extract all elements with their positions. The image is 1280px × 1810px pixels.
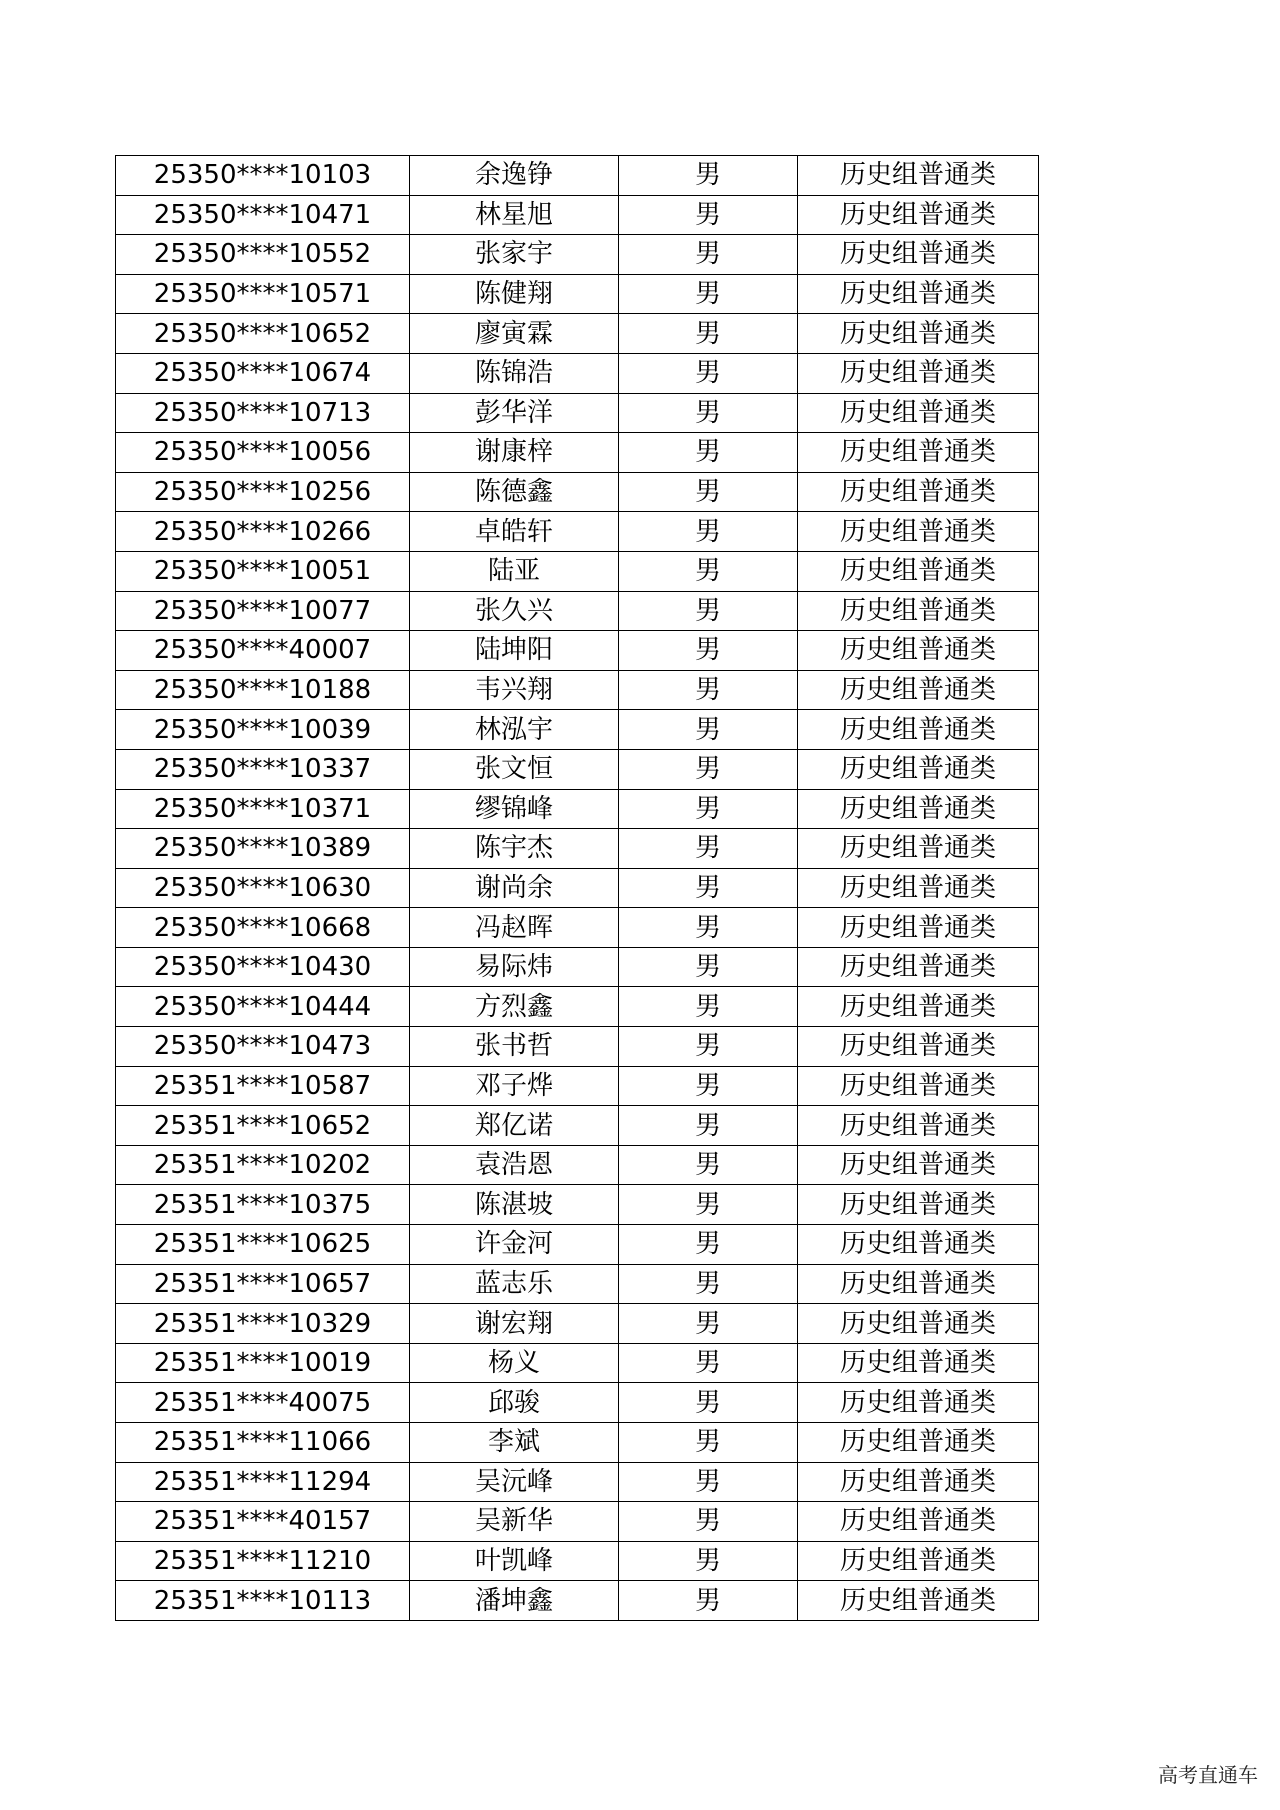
category-cell: 历史组普通类 [798,353,1039,393]
category-cell: 历史组普通类 [798,1502,1039,1542]
category-cell: 历史组普通类 [798,1185,1039,1225]
exam-id-cell: 25350****10077 [116,591,410,631]
exam-id-cell: 25350****10473 [116,1027,410,1067]
table-row [116,789,1039,829]
student-name-cell: 缪锦峰 [410,789,619,829]
gender-cell: 男 [619,1066,798,1106]
exam-id-cell: 25350****10256 [116,472,410,512]
student-name-cell: 吴新华 [410,1502,619,1542]
gender-cell: 男 [619,551,798,591]
category-cell: 历史组普通类 [798,551,1039,591]
table-row [116,1383,1039,1423]
gender-cell: 男 [619,156,798,196]
exam-id-cell: 25351****10657 [116,1264,410,1304]
exam-id-cell: 25351****10019 [116,1343,410,1383]
student-name-cell: 吴沅峰 [410,1462,619,1502]
table-row [116,551,1039,591]
category-cell: 历史组普通类 [798,156,1039,196]
gender-cell: 男 [619,868,798,908]
category-cell: 历史组普通类 [798,1423,1039,1463]
gender-cell: 男 [619,433,798,473]
category-cell: 历史组普通类 [798,631,1039,671]
gender-cell: 男 [619,195,798,235]
category-cell: 历史组普通类 [798,1145,1039,1185]
student-name-cell: 方烈鑫 [410,987,619,1027]
table-row [116,156,1039,196]
exam-id-cell: 25350****10371 [116,789,410,829]
exam-id-cell: 25350****10188 [116,670,410,710]
table-row [116,1423,1039,1463]
table-row [116,393,1039,433]
exam-id-cell: 25350****10051 [116,551,410,591]
student-name-cell: 陆亚 [410,551,619,591]
exam-id-cell: 25351****10329 [116,1304,410,1344]
student-name-cell: 许金河 [410,1225,619,1265]
gender-cell: 男 [619,1541,798,1581]
exam-id-cell: 25351****10587 [116,1066,410,1106]
roster-body [116,156,1039,1621]
exam-id-cell: 25351****10625 [116,1225,410,1265]
table-row [116,195,1039,235]
category-cell: 历史组普通类 [798,1225,1039,1265]
gender-cell: 男 [619,1383,798,1423]
table-row [116,512,1039,552]
category-cell: 历史组普通类 [798,749,1039,789]
gender-cell: 男 [619,472,798,512]
category-cell: 历史组普通类 [798,512,1039,552]
watermark: 高考直通车 [1158,1763,1258,1787]
category-cell: 历史组普通类 [798,987,1039,1027]
gender-cell: 男 [619,314,798,354]
table-row [116,749,1039,789]
category-cell: 历史组普通类 [798,591,1039,631]
student-name-cell: 陈健翔 [410,274,619,314]
gender-cell: 男 [619,1343,798,1383]
category-cell: 历史组普通类 [798,314,1039,354]
student-name-cell: 张书哲 [410,1027,619,1067]
exam-id-cell: 25351****11066 [116,1423,410,1463]
exam-id-cell: 25350****10389 [116,829,410,869]
exam-id-cell: 25350****10266 [116,512,410,552]
student-name-cell: 余逸铮 [410,156,619,196]
exam-id-cell: 25350****40007 [116,631,410,671]
exam-id-cell: 25350****10039 [116,710,410,750]
student-name-cell: 陈锦浩 [410,353,619,393]
exam-id-cell: 25350****10630 [116,868,410,908]
gender-cell: 男 [619,749,798,789]
table-row [116,235,1039,275]
category-cell: 历史组普通类 [798,1264,1039,1304]
exam-id-cell: 25350****10430 [116,947,410,987]
table-row [116,631,1039,671]
student-name-cell: 陆坤阳 [410,631,619,671]
table-row [116,868,1039,908]
student-name-cell: 韦兴翔 [410,670,619,710]
gender-cell: 男 [619,1027,798,1067]
exam-id-cell: 25350****10652 [116,314,410,354]
table-row [116,433,1039,473]
student-name-cell: 潘坤鑫 [410,1581,619,1621]
gender-cell: 男 [619,591,798,631]
gender-cell: 男 [619,987,798,1027]
gender-cell: 男 [619,908,798,948]
student-name-cell: 张文恒 [410,749,619,789]
student-roster-table [115,155,1039,1621]
student-name-cell: 邓子烨 [410,1066,619,1106]
gender-cell: 男 [619,829,798,869]
table-row [116,591,1039,631]
student-name-cell: 谢康梓 [410,433,619,473]
category-cell: 历史组普通类 [798,235,1039,275]
gender-cell: 男 [619,631,798,671]
student-name-cell: 邱骏 [410,1383,619,1423]
exam-id-cell: 25351****11210 [116,1541,410,1581]
category-cell: 历史组普通类 [798,868,1039,908]
gender-cell: 男 [619,512,798,552]
category-cell: 历史组普通类 [798,1383,1039,1423]
gender-cell: 男 [619,1185,798,1225]
category-cell: 历史组普通类 [798,1462,1039,1502]
table-row [116,1185,1039,1225]
category-cell: 历史组普通类 [798,393,1039,433]
student-name-cell: 袁浩恩 [410,1145,619,1185]
category-cell: 历史组普通类 [798,472,1039,512]
student-name-cell: 林星旭 [410,195,619,235]
category-cell: 历史组普通类 [798,908,1039,948]
student-name-cell: 叶凯峰 [410,1541,619,1581]
table-row [116,670,1039,710]
exam-id-cell: 25351****40157 [116,1502,410,1542]
table-row [116,353,1039,393]
gender-cell: 男 [619,1502,798,1542]
student-name-cell: 陈德鑫 [410,472,619,512]
gender-cell: 男 [619,274,798,314]
gender-cell: 男 [619,1145,798,1185]
category-cell: 历史组普通类 [798,195,1039,235]
exam-id-cell: 25350****10103 [116,156,410,196]
exam-id-cell: 25351****40075 [116,1383,410,1423]
table-row [116,829,1039,869]
student-name-cell: 陈宇杰 [410,829,619,869]
table-row [116,1066,1039,1106]
gender-cell: 男 [619,1423,798,1463]
exam-id-cell: 25351****10652 [116,1106,410,1146]
exam-id-cell: 25350****10571 [116,274,410,314]
student-name-cell: 蓝志乐 [410,1264,619,1304]
table-row [116,274,1039,314]
category-cell: 历史组普通类 [798,829,1039,869]
category-cell: 历史组普通类 [798,433,1039,473]
gender-cell: 男 [619,947,798,987]
gender-cell: 男 [619,710,798,750]
table-row [116,1462,1039,1502]
table-row [116,314,1039,354]
gender-cell: 男 [619,353,798,393]
gender-cell: 男 [619,1304,798,1344]
category-cell: 历史组普通类 [798,1066,1039,1106]
table-row [116,1502,1039,1542]
category-cell: 历史组普通类 [798,1581,1039,1621]
student-name-cell: 廖寅霖 [410,314,619,354]
exam-id-cell: 25351****10113 [116,1581,410,1621]
table-row [116,1145,1039,1185]
student-name-cell: 易际炜 [410,947,619,987]
table-row [116,1343,1039,1383]
gender-cell: 男 [619,789,798,829]
exam-id-cell: 25351****10202 [116,1145,410,1185]
category-cell: 历史组普通类 [798,789,1039,829]
student-name-cell: 冯赵晖 [410,908,619,948]
exam-id-cell: 25350****10471 [116,195,410,235]
exam-id-cell: 25350****10674 [116,353,410,393]
table-row [116,947,1039,987]
student-name-cell: 谢宏翔 [410,1304,619,1344]
table-row [116,472,1039,512]
student-name-cell: 彭华洋 [410,393,619,433]
gender-cell: 男 [619,1581,798,1621]
exam-id-cell: 25350****10444 [116,987,410,1027]
category-cell: 历史组普通类 [798,1541,1039,1581]
table-row [116,908,1039,948]
gender-cell: 男 [619,235,798,275]
exam-id-cell: 25350****10668 [116,908,410,948]
table-row [116,1304,1039,1344]
category-cell: 历史组普通类 [798,947,1039,987]
table-row [116,1264,1039,1304]
table-row [116,987,1039,1027]
exam-id-cell: 25350****10713 [116,393,410,433]
gender-cell: 男 [619,1264,798,1304]
gender-cell: 男 [619,393,798,433]
exam-id-cell: 25350****10337 [116,749,410,789]
student-name-cell: 陈湛坡 [410,1185,619,1225]
category-cell: 历史组普通类 [798,710,1039,750]
gender-cell: 男 [619,1106,798,1146]
student-name-cell: 林泓宇 [410,710,619,750]
student-name-cell: 卓皓轩 [410,512,619,552]
gender-cell: 男 [619,670,798,710]
category-cell: 历史组普通类 [798,1027,1039,1067]
gender-cell: 男 [619,1462,798,1502]
student-name-cell: 张家宇 [410,235,619,275]
table-row [116,1225,1039,1265]
table-row [116,1581,1039,1621]
table-row [116,1106,1039,1146]
category-cell: 历史组普通类 [798,1106,1039,1146]
exam-id-cell: 25351****11294 [116,1462,410,1502]
table-row [116,710,1039,750]
exam-id-cell: 25351****10375 [116,1185,410,1225]
category-cell: 历史组普通类 [798,670,1039,710]
student-name-cell: 李斌 [410,1423,619,1463]
category-cell: 历史组普通类 [798,1343,1039,1383]
table-row [116,1541,1039,1581]
exam-id-cell: 25350****10552 [116,235,410,275]
student-name-cell: 杨义 [410,1343,619,1383]
table-row [116,1027,1039,1067]
student-name-cell: 张久兴 [410,591,619,631]
category-cell: 历史组普通类 [798,1304,1039,1344]
student-name-cell: 郑亿诺 [410,1106,619,1146]
exam-id-cell: 25350****10056 [116,433,410,473]
student-name-cell: 谢尚余 [410,868,619,908]
category-cell: 历史组普通类 [798,274,1039,314]
gender-cell: 男 [619,1225,798,1265]
